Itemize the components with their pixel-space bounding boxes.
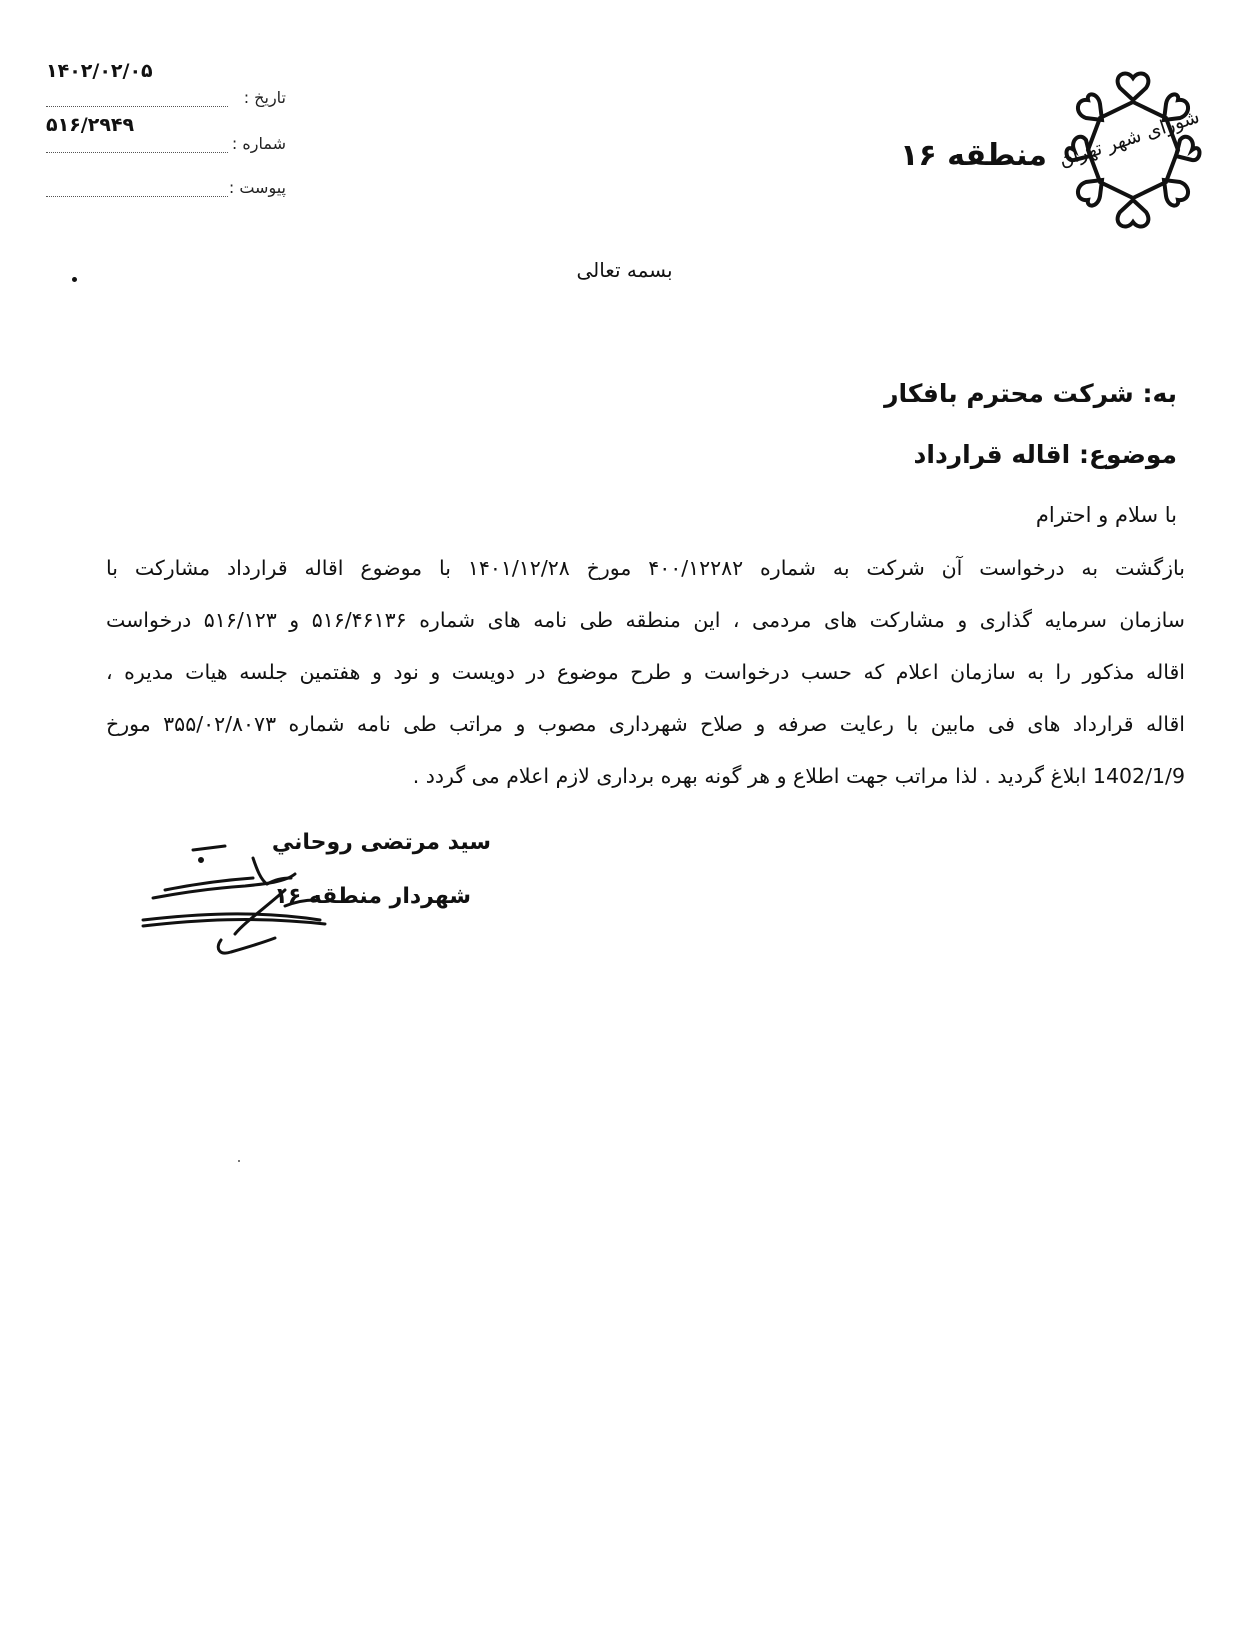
number-value: ۵۱۶/۲۹۴۹: [46, 114, 135, 136]
signer-name: سید مرتضی روحاني: [271, 830, 491, 855]
date-value: ۱۴۰۲/۰۲/۰۵: [46, 60, 153, 82]
number-dotted-line: [46, 152, 228, 153]
region-title: منطقه ۱۶: [900, 138, 1047, 173]
number-row: [46, 134, 286, 162]
scan-speck: [238, 1160, 240, 1162]
municipality-logo: [1056, 70, 1203, 230]
body-line: سازمان سرمایه گذاری و مشارکت های مردمی ، این منطقه طی نامه های شماره ۵۱۶/۴۶۱۳۶ و ۵۱۶/۱۲۳ درخواست: [106, 608, 1185, 632]
date-label: تاریخ :: [243, 88, 286, 107]
handwritten-signature: [135, 830, 335, 960]
subject-line: موضوع: اقاله قرارداد: [913, 440, 1177, 469]
invocation: بسمه تعالی: [576, 258, 673, 282]
body-line: 1402/1/9 ابلاغ گردید . لذا مراتب جهت اطلاع و هر گونه بهره برداری لازم اعلام می گردد .: [412, 764, 1185, 788]
recipient-line: به: شرکت محترم بافکار: [884, 379, 1177, 408]
letter-body: [106, 548, 1185, 808]
logo-text: شورای شهر تهران: [1056, 105, 1203, 172]
body-line: اقاله قرارداد های فی مابین با رعایت صرفه و صلاح شهرداری مصوب و مراتب طی نامه شماره ۳۵۵/۰۲/۸۰۷۳ مورخ: [106, 712, 1185, 736]
body-line: بازگشت به درخواست آن شرکت به شماره ۴۰۰/۱۲۲۸۲ مورخ ۱۴۰۱/۱۲/۲۸ با موضوع اقاله قرارداد مشارکت با: [106, 556, 1185, 580]
date-row: [46, 88, 286, 116]
greeting: با سلام و احترام: [1035, 503, 1177, 527]
attachment-row: [46, 178, 286, 206]
attachment-dotted-line: [46, 196, 228, 197]
body-line: اقاله مذکور را به سازمان اعلام که حسب درخواست و طرح موضوع در دویست و نود و هفتمین جلسه هیات مدیره ،: [106, 660, 1185, 684]
punch-dot: [72, 277, 77, 282]
date-dotted-line: [46, 106, 228, 107]
signer-title: شهردار منطقه ۱۶: [274, 884, 471, 909]
attachment-label: پیوست :: [228, 178, 286, 197]
number-label: شماره :: [231, 134, 286, 153]
